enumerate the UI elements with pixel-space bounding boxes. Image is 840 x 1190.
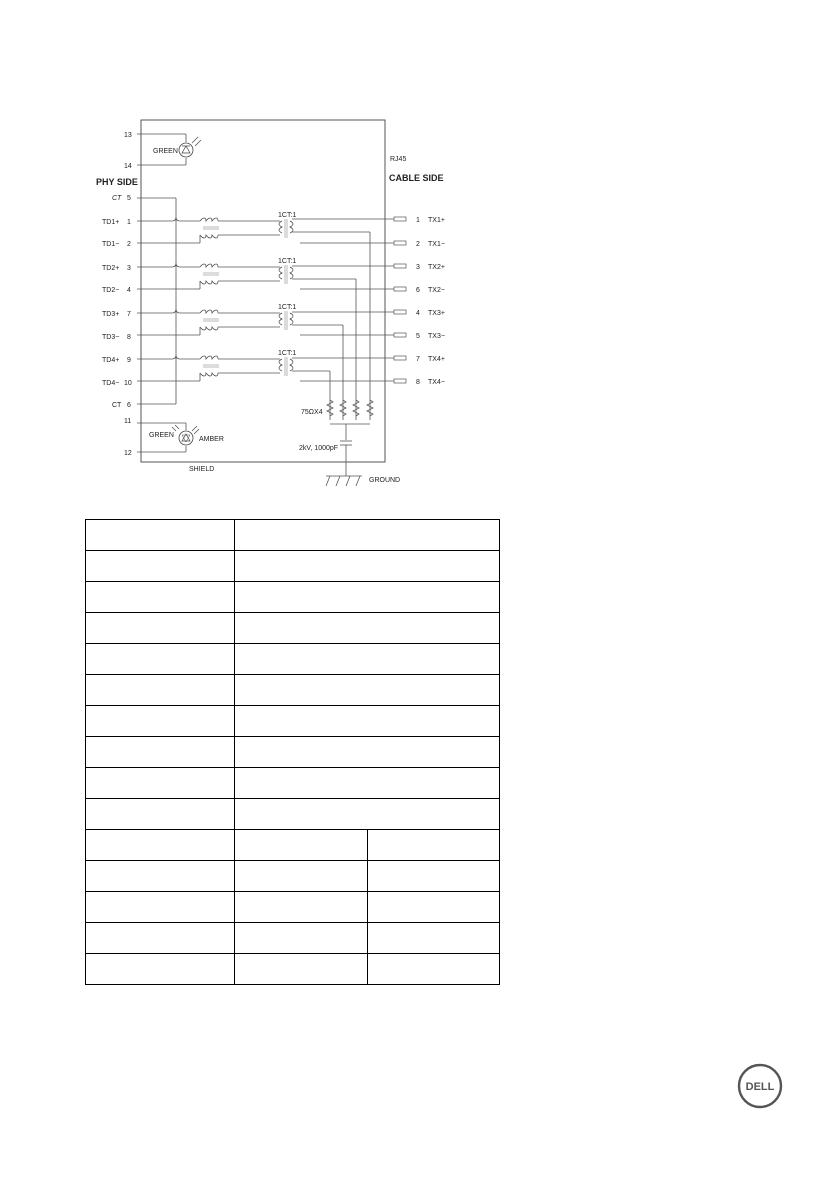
- module-enclosure: [141, 120, 385, 462]
- table-cell: [367, 954, 500, 985]
- ct-bottom-pin: 6: [127, 402, 131, 409]
- table-row: [86, 799, 500, 830]
- table-cell: [86, 923, 235, 954]
- cable-pin-label: TX1−: [428, 241, 445, 248]
- table-cell: [86, 520, 235, 551]
- channel-4: [137, 355, 394, 420]
- ground-label: GROUND: [369, 477, 401, 484]
- channel-2: [137, 263, 394, 420]
- ground-symbol: [326, 476, 362, 486]
- dell-logo: [737, 1063, 783, 1109]
- phy-pin-number: 8: [127, 334, 131, 341]
- phy-pin-label: TD2+: [102, 265, 120, 272]
- phy-pin-label: TD2−: [102, 287, 120, 294]
- hv-capacitor: [340, 441, 352, 476]
- rj45-schematic-diagram: [0, 0, 840, 510]
- phy-pin-label: TD4−: [102, 380, 120, 387]
- table-row: [86, 954, 500, 985]
- table-cell: [86, 830, 235, 861]
- table-cell: [235, 551, 500, 582]
- cable-pin-number: 3: [416, 264, 420, 271]
- table-row: [86, 737, 500, 768]
- led-bottom-pin-a: 11: [124, 418, 132, 425]
- table-cell: [235, 954, 368, 985]
- phy-pin-number: 10: [124, 380, 132, 387]
- cable-pin-label: TX1+: [428, 217, 445, 224]
- termination-resistors: [327, 400, 373, 440]
- channel-1: [137, 217, 394, 243]
- phy-side-title: PHY SIDE: [96, 177, 138, 187]
- dell-logo-text: DELL: [745, 1081, 775, 1093]
- table-cell: [235, 675, 500, 706]
- shield-label: SHIELD: [189, 466, 215, 473]
- table-cell: [235, 892, 368, 923]
- phy-pin-number: 2: [127, 241, 131, 248]
- table-cell: [235, 582, 500, 613]
- ct-bottom-label: CT: [112, 402, 122, 409]
- table-cell: [86, 582, 235, 613]
- table-cell: [367, 923, 500, 954]
- table-cell: [86, 768, 235, 799]
- ct-top-pin: 5: [127, 195, 131, 202]
- led-bottom-color-a: GREEN: [149, 432, 174, 439]
- phy-pin-label: TD1−: [102, 241, 120, 248]
- table-cell: [235, 706, 500, 737]
- pin-assignment-table: [85, 519, 500, 985]
- cable-pin-label: TX3−: [428, 333, 445, 340]
- phy-pin-number: 4: [127, 287, 131, 294]
- phy-pin-number: 9: [127, 357, 131, 364]
- led-top-color: GREEN: [153, 148, 178, 155]
- table-cell: [86, 861, 235, 892]
- table-cell: [235, 799, 500, 830]
- table-row: [86, 923, 500, 954]
- cable-pin-number: 4: [416, 310, 420, 317]
- cable-pin-number: 8: [416, 379, 420, 386]
- cable-pin-number: 6: [416, 287, 420, 294]
- transformer-ratio-label: 1CT:1: [278, 258, 297, 265]
- table-cell: [86, 644, 235, 675]
- table-cell: [235, 644, 500, 675]
- cable-connector-stubs: [394, 217, 406, 383]
- table-row: [86, 830, 500, 861]
- cable-pin-label: TX2+: [428, 264, 445, 271]
- cable-pin-label: TX4−: [428, 379, 445, 386]
- capacitor-label: 2kV, 1000pF: [299, 445, 339, 452]
- table-row: [86, 551, 500, 582]
- transformer-ratio-label: 1CT:1: [278, 350, 297, 357]
- table-cell: [235, 861, 368, 892]
- table-cell: [367, 830, 500, 861]
- table-cell: [235, 520, 500, 551]
- cable-pin-number: 7: [416, 356, 420, 363]
- transformer-ratio-label: 1CT:1: [278, 212, 297, 219]
- table-row: [86, 861, 500, 892]
- phy-pin-number: 1: [127, 219, 131, 226]
- phy-pin-number: 7: [127, 311, 131, 318]
- table-row: [86, 520, 500, 551]
- led-top-pin-a: 13: [124, 132, 132, 139]
- ct-top-label: CT: [112, 195, 122, 202]
- table-cell: [86, 892, 235, 923]
- table-cell: [235, 613, 500, 644]
- cable-side-title: CABLE SIDE: [389, 173, 444, 183]
- cable-pin-number: 5: [416, 333, 420, 340]
- cable-pin-label: TX3+: [428, 310, 445, 317]
- cable-pin-number: 1: [416, 217, 420, 224]
- table-row: [86, 613, 500, 644]
- table-cell: [86, 737, 235, 768]
- resistor-label: 75ΩX4: [301, 409, 323, 416]
- table-row: [86, 582, 500, 613]
- led-bottom-color-b: AMBER: [199, 436, 224, 443]
- table-cell: [86, 799, 235, 830]
- phy-pin-label: TD4+: [102, 357, 120, 364]
- table-cell: [235, 737, 500, 768]
- led-bottom-pin-b: 12: [124, 450, 132, 457]
- led-top-pin-b: 14: [124, 163, 132, 170]
- transformer-ratio-label: 1CT:1: [278, 304, 297, 311]
- table-cell: [86, 706, 235, 737]
- cable-pin-label: TX4+: [428, 356, 445, 363]
- table-cell: [235, 830, 368, 861]
- phy-pin-label: TD3+: [102, 311, 120, 318]
- phy-pin-number: 3: [127, 265, 131, 272]
- table-cell: [86, 954, 235, 985]
- table-cell: [235, 923, 368, 954]
- table-cell: [86, 613, 235, 644]
- table-cell: [367, 861, 500, 892]
- table-row: [86, 675, 500, 706]
- cable-pin-label: TX2−: [428, 287, 445, 294]
- table-cell: [86, 551, 235, 582]
- table-cell: [86, 675, 235, 706]
- table-row: [86, 892, 500, 923]
- cable-pin-number: 2: [416, 241, 420, 248]
- table-row: [86, 768, 500, 799]
- phy-pin-label: TD1+: [102, 219, 120, 226]
- connector-label: RJ45: [390, 156, 407, 163]
- table-cell: [235, 768, 500, 799]
- table-row: [86, 644, 500, 675]
- table-cell: [367, 892, 500, 923]
- table-row: [86, 706, 500, 737]
- phy-pin-label: TD3−: [102, 334, 120, 341]
